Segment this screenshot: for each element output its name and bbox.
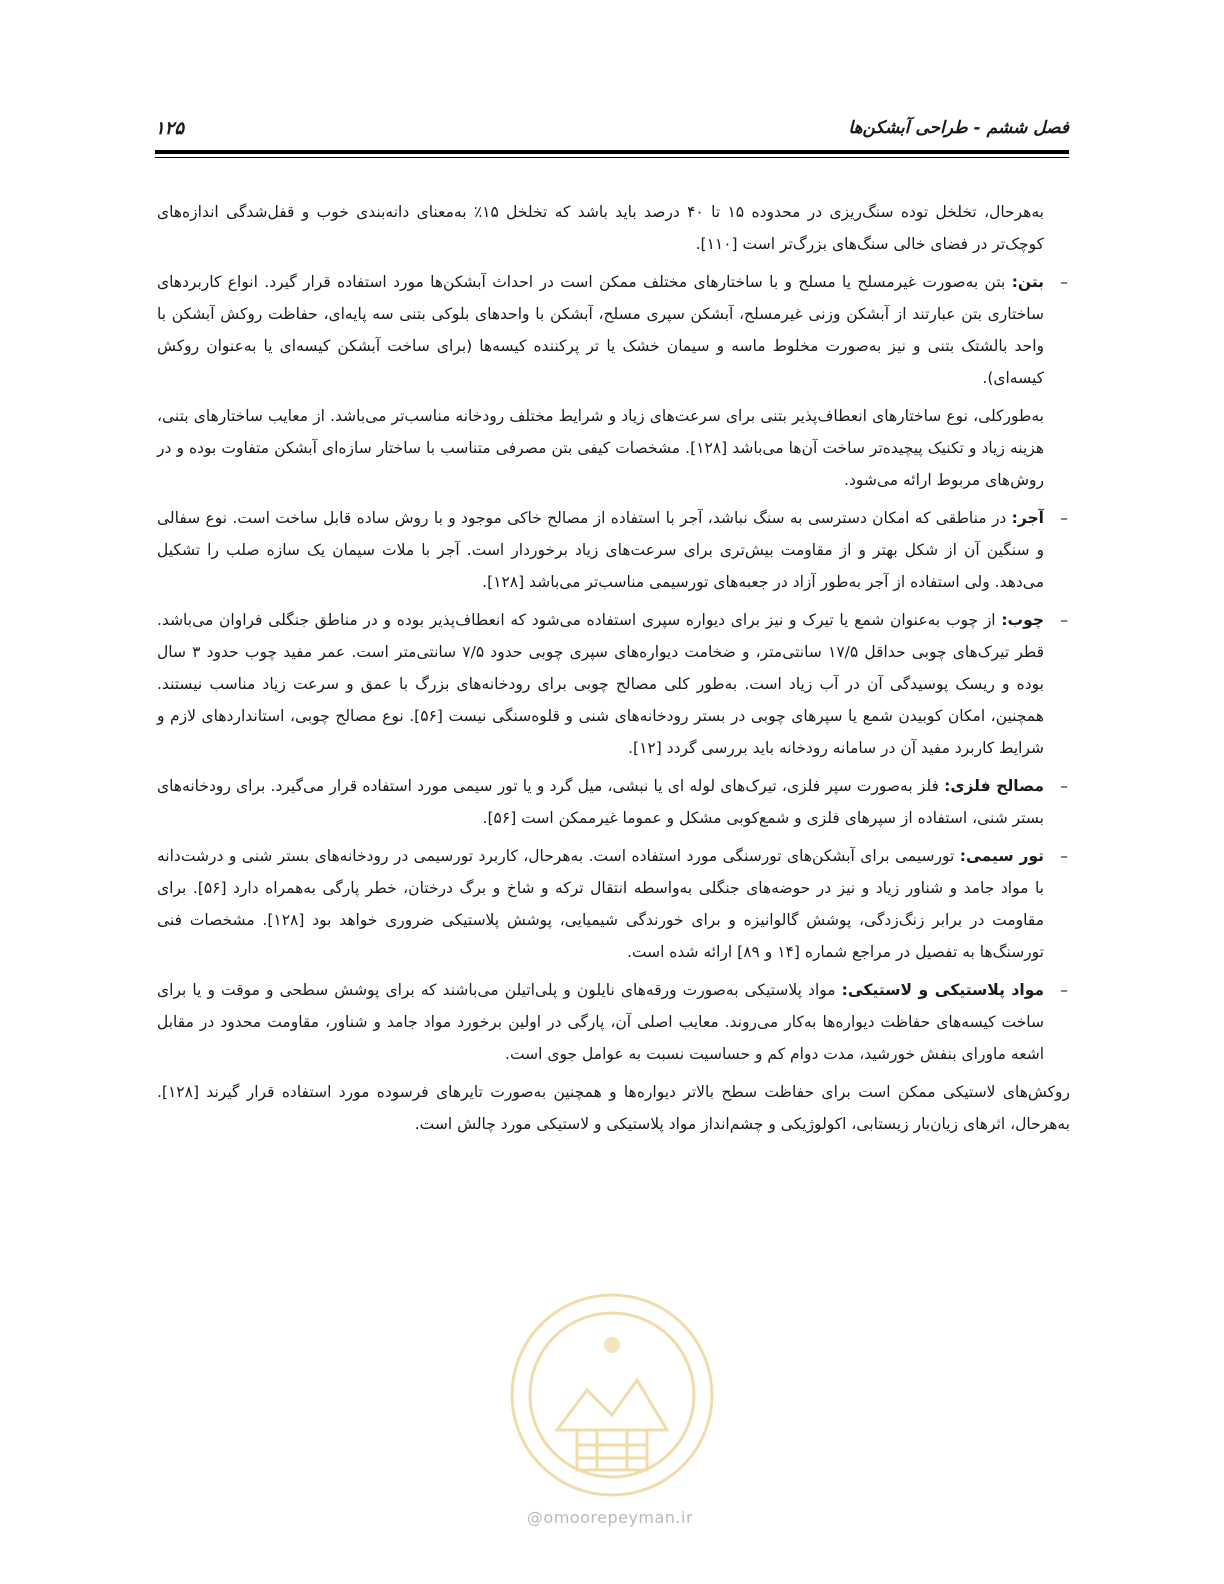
- watermark-site-text: @omoorepeyman.ir: [526, 1508, 694, 1527]
- dash-marker: –: [1060, 847, 1068, 865]
- bullet-text: بتن به‌صورت غیرمسلح یا مسلح و با ساختارهای مختلف ممکن است در احداث آبشکن‌ها مورد استفاده قرار گیرد. انواع کاربردهای ساختاری بتن عبارتند از آبشکن وزنی غیرمسلح، آبشکن سپری مسلح، آبشکن با واحدهای بلوکی بتنی سه پایه‌ای، حفاظت روکش آبشکن با واحد بالشتک بتنی و نیز به‌صورت مخلوط ماسه و سیمان خشک یا تر پرکننده کیسه‌ها (برای ساخت آبشکن کیسه‌ای یا به‌عنوان روکش کیسه‌ای).: [157, 273, 1044, 387]
- dash-marker: –: [1060, 611, 1068, 629]
- bullet-term: بتن:: [1011, 273, 1044, 291]
- bullet-wood: [157, 604, 1070, 764]
- intro-paragraph: به‌هرحال، تخلخل توده سنگ‌ریزی در محدوده ۱۵ تا ۴۰ درصد باید باشد که تخلخل ۱۵٪ به‌معنای دانه‌بندی خوب و قفل‌شدگی اندازه‌های کوچک‌تر در فضای خالی سنگ‌های بزرگ‌تر است [۱۱۰].: [157, 203, 1044, 253]
- watermark-site: omoorepeyman.ir: [543, 1508, 694, 1527]
- bullet-term: تور سیمی:: [959, 847, 1044, 865]
- bullet-concrete: [157, 266, 1070, 394]
- bullet-text: مواد پلاستیکی به‌صورت ورقه‌های نایلون و پلی‌اتیلن می‌باشند که برای پوشش سطحی و موقت و یا برای ساخت کیسه‌های حفاظت دیواره‌ها به‌کار می‌روند. معایب اصلی آن، پارگی در اولین برخورد مواد جامد و شناور، مقاومت محدود در مقابل اشعه ماورای بنفش خورشید، مدت دوام کم و حساسیت نسبت به عوامل جوی است.: [157, 981, 1044, 1063]
- bullet-text: فلز به‌صورت سپر فلزی، تیرک‌های لوله ای یا نبشی، میل گرد و یا تور سیمی مورد استفاده قرار می‌گیرد. برای رودخانه‌های بستر شنی، استفاده از سپرهای فلزی و شمع‌کوبی مشکل و عموما غیرممکن است [۵۶].: [157, 777, 1044, 827]
- bullet-text: تورسیمی برای آبشکن‌های تورسنگی مورد استفاده است. به‌هرحال، کاربرد تورسیمی در رودخانه‌های بستر شنی و درشت‌دانه با مواد جامد و شناور زیاد و نیز در حوضه‌های جنگلی به‌واسطه انتقال ترکه و شاخ و برگ درختان، خطر پارگی به‌همراه دارد [۵۶]. برای مقاومت در برابر زنگ‌زدگی، پوشش گالوانیزه و برای خورندگی شیمیایی، پوشش پلاستیکی ضروری خواهد بود [۱۲۸]. مشخصات فنی تورسنگ‌ها به تفصیل در مراجع شماره [۱۴ و ۸۹] ارائه شده است.: [157, 847, 1044, 961]
- concrete-note-paragraph: به‌طورکلی، نوع ساختارهای انعطاف‌پذیر بتنی برای سرعت‌های زیاد و شرایط مختلف رودخانه مناسب‌تر می‌باشد. از معایب ساختارهای بتنی، هزینه زیاد و تکنیک پیچیده‌تر ساخت آن‌ها می‌باشد [۱۲۸]. مشخصات کیفی بتن مصرفی متناسب با ساختار سازه‌ای آبشکن متفاوت بوده و در روش‌های مربوط ارائه می‌شود.: [157, 407, 1044, 489]
- bullet-text: در مناطقی که امکان دسترسی به سنگ نباشد، آجر با استفاده از مصالح خاکی موجود و با روش ساده قابل ساخت است. نوع سفالی و سنگین آن از شکل بهتر و از مقاومت بیش‌تری برای سرعت‌های زیاد برخوردار است. آجر با ملات سیمان یک سازه صلب را تشکیل می‌دهد. ولی استفاده از آجر به‌طور آزاد در جعبه‌های تورسیمی مناسب‌تر می‌باشد [۱۲۸].: [157, 509, 1044, 591]
- bullet-term: چوب:: [1001, 611, 1044, 629]
- dash-marker: –: [1060, 273, 1068, 291]
- document-body: [157, 196, 1070, 1146]
- plastic-note-paragraph: روکش‌های لاستیکی ممکن است برای حفاظت سطح بالاتر دیواره‌ها و همچنین به‌صورت تایرهای فرسوده مورد استفاده قرار گیرند [۱۲۸]. به‌هرحال، اثرهای زیان‌بار زیستابی، اکولوژیکی و چشم‌انداز مواد پلاستیکی و لاستیکی مورد چالش است.: [157, 1083, 1070, 1133]
- bullet-term: مواد پلاستیکی و لاستیکی:: [841, 981, 1045, 999]
- bullet-wire-mesh: [157, 840, 1070, 968]
- page-number: ۱۲۵: [155, 118, 185, 139]
- page-header: [155, 118, 1069, 148]
- bullet-term: آجر:: [1011, 509, 1044, 527]
- bullet-brick: [157, 502, 1070, 598]
- dash-marker: –: [1060, 509, 1068, 527]
- header-rule-thick: [155, 150, 1069, 154]
- bullet-text: از چوب به‌عنوان شمع یا تیرک و نیز برای دیواره سپری استفاده می‌شود که انعطاف‌پذیر بوده و در مناطق جنگلی فراوان می‌باشد. قطر تیرک‌های چوبی حداقل ۱۷/۵ سانتی‌متر، و ضخامت دیواره‌های سپری چوبی حدود ۷/۵ سانتی‌متر است. عمر مفید چوب حدود ۳ سال بوده و ریسک پوسیدگی آن در آب زیاد است. به‌طور کلی مصالح چوبی برای رودخانه‌های بزرگ با عمق و سرعت زیاد مناسب نیستند. همچنین، امکان کوبیدن شمع یا سپرهای چوبی در بستر رودخانه‌های شنی و قلوه‌سنگی نیست [۵۶]. نوع مصالح چوبی، استانداردهای لازم و شرایط کاربرد مفید آن در سامانه رودخانه باید بررسی گردد [۱۲].: [157, 611, 1044, 757]
- watermark-logo-icon: [497, 1280, 727, 1510]
- dash-marker: –: [1060, 777, 1068, 795]
- bullet-metal: [157, 770, 1070, 834]
- bullet-term: مصالح فلزی:: [944, 777, 1044, 795]
- dash-marker: –: [1060, 981, 1068, 999]
- bullet-plastic-rubber: [157, 974, 1070, 1070]
- header-rule-thin: [155, 157, 1069, 158]
- chapter-title: فصل ششم - طراحی آبشکن‌ها: [848, 118, 1069, 138]
